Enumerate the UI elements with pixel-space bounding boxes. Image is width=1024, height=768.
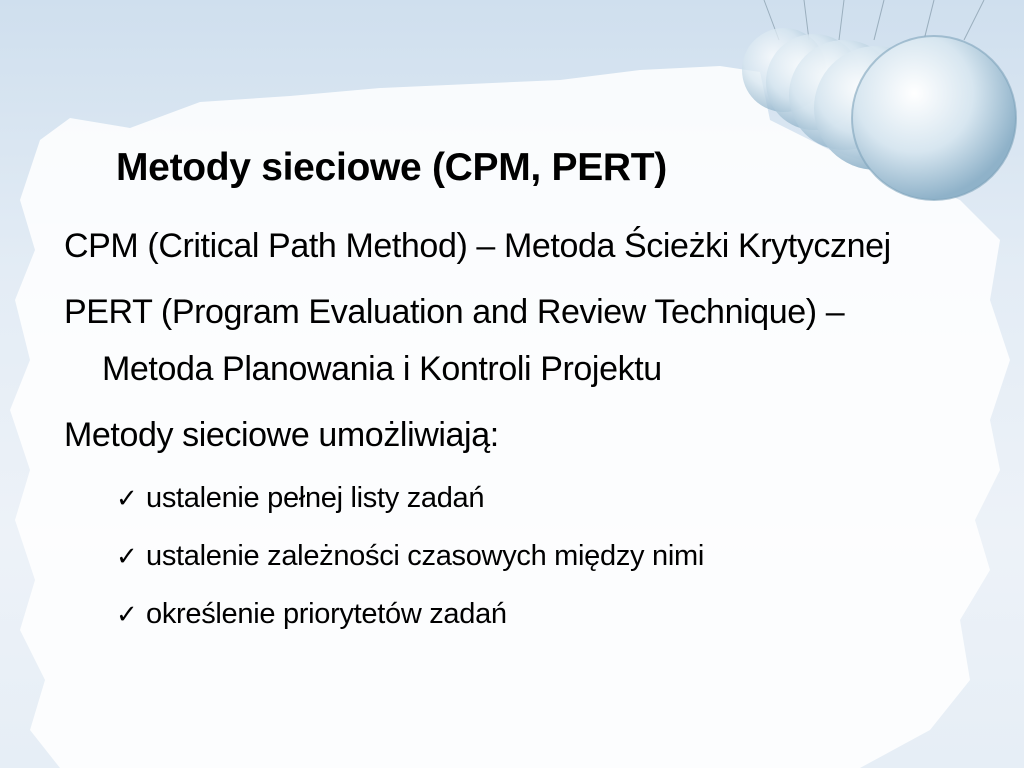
checkmark-icon: ✓ bbox=[116, 483, 138, 513]
paragraph-pert: PERT (Program Evaluation and Review Technique) – Metoda Planowania i Kontroli Projektu bbox=[64, 293, 845, 388]
slide-body bbox=[64, 218, 964, 643]
checklist-item bbox=[116, 469, 964, 527]
checklist-item-label: ustalenie pełnej listy zadań bbox=[146, 482, 485, 514]
checklist-item bbox=[116, 585, 964, 643]
newtons-cradle-icon bbox=[704, 0, 1024, 230]
slide-title: Metody sieciowe (CPM, PERT) bbox=[116, 146, 667, 189]
paragraph-cpm: CPM (Critical Path Method) – Metoda Ścieżki Krytycznej bbox=[64, 227, 891, 265]
paragraph-methods-intro: Metody sieciowe umożliwiają: bbox=[64, 416, 499, 454]
checklist-item-label: określenie priorytetów zadań bbox=[146, 598, 507, 630]
checklist bbox=[64, 469, 964, 643]
checklist-item bbox=[116, 527, 964, 585]
checkmark-icon: ✓ bbox=[116, 599, 138, 629]
checklist-item-label: ustalenie zależności czasowych między nimi bbox=[146, 540, 704, 572]
checkmark-icon: ✓ bbox=[116, 541, 138, 571]
